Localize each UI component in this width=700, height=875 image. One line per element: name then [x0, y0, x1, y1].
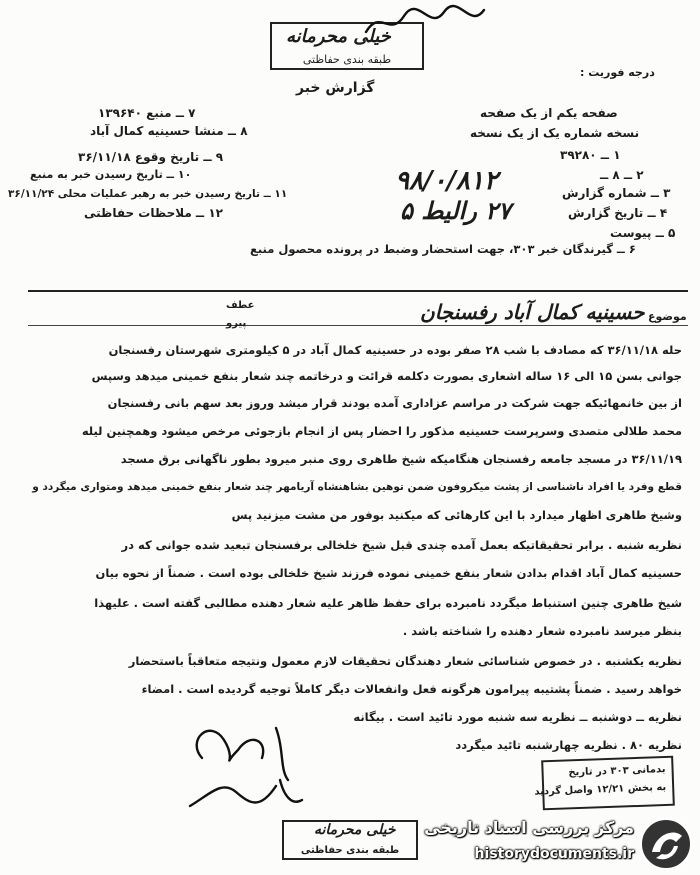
meta-10: ۱۰ ــ تاریخ رسیدن خبر به منبع	[30, 168, 192, 181]
subject-divider	[28, 325, 688, 326]
approval-signature	[180, 710, 310, 820]
body-line: از بین خانمهائیکه جهت شرکت در مراسم عزاداری آمده بودند قرار میشد وروز بعد سهم بانی رفسنجان	[107, 396, 682, 410]
meta-4: ۴ ــ تاریخ گزارش	[568, 206, 668, 220]
body-line: قطع وفرد یا افراد ناشناسی از پشت میکروفون ضمن توهین بشاهنشاه آریامهر چند شعار بنفع خمینی میدهد ومتواری میگردد و	[32, 481, 682, 493]
receipt-stamp-line-2: به بخش ۱۲/۲۱ واصل گردید	[534, 781, 667, 798]
meta-6: ۶ ــ گیرندگان خبر ۳۰۳، جهت استحضار وضبط در پرونده محصول منبع	[250, 242, 636, 256]
meta-9: ۹ ــ تاریخ وقوع ۳۶/۱۱/۱۸	[78, 150, 224, 164]
classification-stamp-bottom	[282, 820, 418, 860]
watermark-name: مرکز بررسی اسناد تاریخی	[424, 818, 634, 837]
urgency-label: درجه فوریت :	[580, 66, 655, 79]
meta-5: ۵ ــ پیوست	[610, 226, 676, 240]
meta-1: ۱ ــ ۳۹۲۸۰	[560, 148, 621, 162]
meta-3: ۳ ــ شماره گزارش	[562, 186, 671, 200]
stamp-label: طبقه بندی حفاظتی	[302, 53, 392, 66]
receipt-stamp-line-1: بدمانی ۳۰۳ در تاریخ	[568, 763, 666, 779]
body-line: حسینیه کمال آباد اقدام بدادن شعار بنفع خمینی نموده فرزند شیخ خلخالی بوده است . ضمناً از نحوه بیان	[95, 566, 682, 580]
body-line: حله ۳۶/۱۱/۱۸ که مصادف با شب ۲۸ صفر بوده در حسینیه کمال آباد در ۵ کیلومتری شهرستان رفسنجان	[108, 343, 682, 357]
subject-value: حسینیه کمال آباد رفسنجان	[420, 300, 645, 324]
handwritten-report-date: ۲۷ رالیط ۵	[400, 196, 511, 225]
archive-logo-icon	[638, 816, 694, 872]
receipt-stamp	[534, 756, 675, 811]
watermark-logo	[424, 812, 700, 875]
meta-11: ۱۱ ــ تاریخ رسیدن خبر به رهبر عملیات محلی ۳۶/۱۱/۲۴	[8, 188, 288, 200]
handwritten-report-number: ۹۸/۰/۸۱۲	[395, 166, 498, 196]
body-line: نظریه یکشنبه . در خصوص شناسائی شعار دهندگان تحقیقات لازم معمول ونتیجه متعاقباً باستحضار	[128, 654, 682, 668]
body-line: ۳۶/۱۱/۱۹ در مسجد جامعه رفسنجان هنگامیکه شیخ طاهری روی منبر میرود بطور ناگهانی برق مسجد	[120, 452, 682, 466]
meta-7: ۷ ــ منبع ۱۳۹۶۴۰	[98, 106, 196, 120]
body-line: بنظر میرسد نامبرده شعار دهنده را شناخته باشد .	[402, 624, 682, 638]
watermark-url: historydocuments.ir	[474, 846, 634, 862]
side-label-atf: عطف	[226, 300, 255, 311]
body-line: شیخ طاهری چنین استنباط میگردد نامبرده برای حفظ ظاهر علیه شعار دهنده مطالبی گفته است . علیهذا	[94, 596, 682, 610]
subject-label: موضوع	[648, 310, 687, 323]
page-title: گزارش خبر	[296, 80, 375, 96]
body-line: وشیخ طاهری اظهار میدارد با این کارهائی که میکنید بوفور من مشت میزنید پس	[231, 508, 682, 522]
top-signature-scribble	[360, 2, 490, 42]
body-line: محمد طلا‌لی متصدی وسرپرست حسینیه مذکور را احضار پس از انجام بازجوئی مرخص میشود وهمچنین لیله	[81, 424, 682, 438]
meta-copy: نسخه شماره یک از یک نسخه	[470, 126, 640, 140]
header-divider	[28, 290, 688, 292]
body-line: نظریه ۸۰ . نظریه چهارشنبه تائید میگردد	[455, 738, 682, 752]
meta-page: صفحه یکم از یک صفحه	[480, 106, 618, 120]
meta-8: ۸ ــ منشا حسینیه کمال آباد	[90, 124, 248, 138]
body-line: خواهد رسید . ضمناً پشتیبه پیرامون هرگونه فعل وانفعالات دیگر کاملاً توجیه گردیده است . امضاء	[141, 682, 682, 696]
body-line: نظریه شنبه . برابر تحقیقاتیکه بعمل آمده چندی قبل شیخ خلخالی برفسنجان تبعید شده جوانی که در	[121, 538, 682, 552]
stamp-handwriting: خیلی محرمانه	[286, 26, 391, 47]
body-line: نظریه ــ دوشنبه ــ نظریه سه شنبه مورد تائید است . بیگانه	[353, 710, 682, 724]
stamp-handwriting: خیلی محرمانه	[314, 822, 396, 838]
body-line: جوانی بسن ۱۵ الی ۱۶ ساله اشعاری بصورت دکلمه قرائت و درخاتمه چند شعار بنفع خمینی میدهد وسپس	[91, 369, 682, 383]
meta-2: ۲ ــ ۸ ــ	[600, 168, 644, 182]
meta-12: ۱۲ ــ ملاحظات حفاظتی	[84, 206, 223, 220]
side-label-peyro: پیرو	[226, 318, 247, 329]
stamp-label: طبقه بندی حفاظتی	[300, 845, 400, 856]
